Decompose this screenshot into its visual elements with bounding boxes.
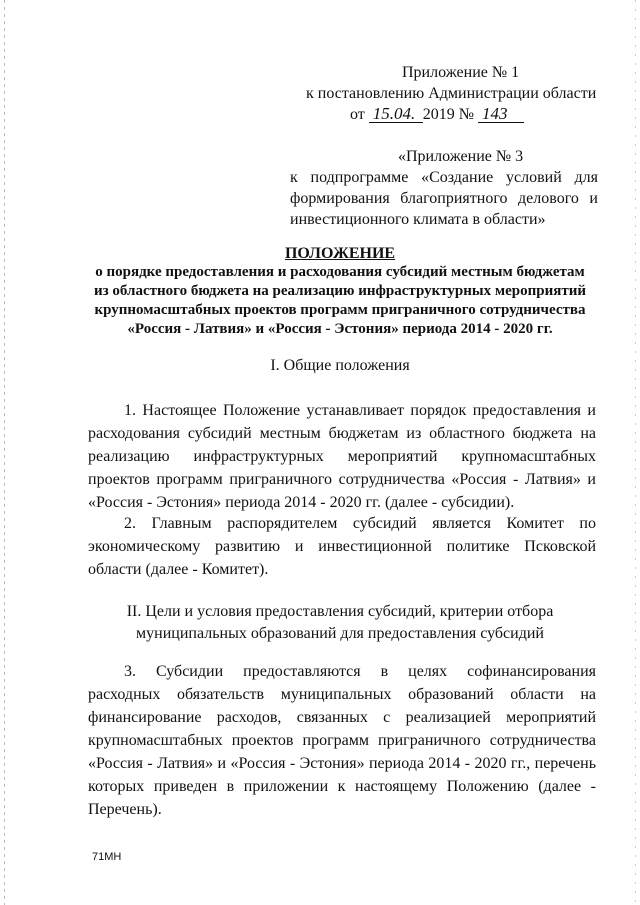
title-line3: крупномасштабных проектов программ приграничного сотрудничества [94, 302, 586, 318]
paragraph-line: расходования субсидий местным бюджетам из областного бюджета на [88, 425, 596, 442]
document-title [70, 244, 610, 339]
paragraph-line: области (далее - Комитет). [88, 561, 269, 578]
paragraph-line: 1. Настоящее Положение устанавливает порядок предоставления и [124, 402, 596, 419]
section2-heading-line2: муниципальных образований для предоставления субсидий [136, 625, 544, 642]
title-line1: о порядке предоставления и расходования субсидий местным бюджетам [95, 264, 585, 280]
paragraph-3 [88, 660, 596, 821]
title-main: ПОЛОЖЕНИЕ [284, 245, 396, 262]
paragraph-line: Перечень). [88, 801, 162, 818]
scan-edge-right [635, 0, 636, 905]
appendix1-line2: к постановлению Администрации области [306, 85, 597, 102]
handwritten-number: 143 [478, 106, 524, 123]
title-line2: из областного бюджета на реализацию инфраструктурных мероприятий [94, 283, 586, 299]
appendix1-line1: Приложение № 1 [402, 64, 520, 81]
paragraph-line: проектов программ приграничного сотрудничества «Россия - Латвия» и [88, 471, 596, 488]
paragraph-line: которых приведен в приложении к настоящему Положению (далее - [88, 778, 596, 795]
section2-heading [70, 601, 610, 645]
paragraph-line: крупномасштабных проектов программ приграничного сотрудничества [88, 732, 596, 749]
appendix1-date-prefix: от [350, 106, 365, 123]
paragraph-line: «Россия - Эстония» периода 2014 - 2020 гг. (далее - субсидии). [88, 494, 515, 511]
appendix3-line4: инвестиционного климата в области» [290, 211, 546, 228]
scan-edge-left [4, 0, 5, 905]
paragraph-line: расходных обязательств муниципальных образований области на [88, 686, 596, 703]
appendix3-line1: «Приложение № 3 [398, 148, 524, 165]
paragraph-line: реализацию инфраструктурных мероприятий крупномасштабных [88, 448, 596, 465]
paragraph-line: «Россия - Латвия» и «Россия - Эстония» периода 2014 - 2020 гг., перечень [88, 755, 596, 772]
title-line4: «Россия - Латвия» и «Россия - Эстония» периода 2014 - 2020 гг. [127, 321, 553, 337]
appendix1-header [290, 62, 610, 125]
paragraph-2 [88, 512, 596, 581]
appendix1-line3 [290, 104, 610, 125]
paragraph-line: финансирование расходов, связанных с реализацией мероприятий [88, 709, 596, 726]
handwritten-date: 15.04. [369, 106, 423, 123]
paragraph-1 [88, 399, 596, 514]
appendix3-line2: к подпрограмме «Создание условий для [290, 169, 598, 186]
section1-heading: I. Общие положения [270, 357, 410, 374]
paragraph-line: экономическому развитию и инвестиционной политике Псковской [88, 538, 596, 555]
appendix3-line3: формирования благоприятного делового и [290, 190, 598, 207]
paragraph-line: 3. Субсидии предоставляются в целях софинансирования [124, 663, 596, 680]
paragraph-line: 2. Главным распорядителем субсидий является Комитет по [124, 515, 596, 532]
appendix1-year: 2019 № [422, 106, 475, 123]
footer-code: 71МН [92, 851, 122, 863]
section2-heading-line1: II. Цели и условия предоставления субсидий, критерии отбора [126, 603, 554, 620]
appendix3-header [290, 146, 598, 230]
